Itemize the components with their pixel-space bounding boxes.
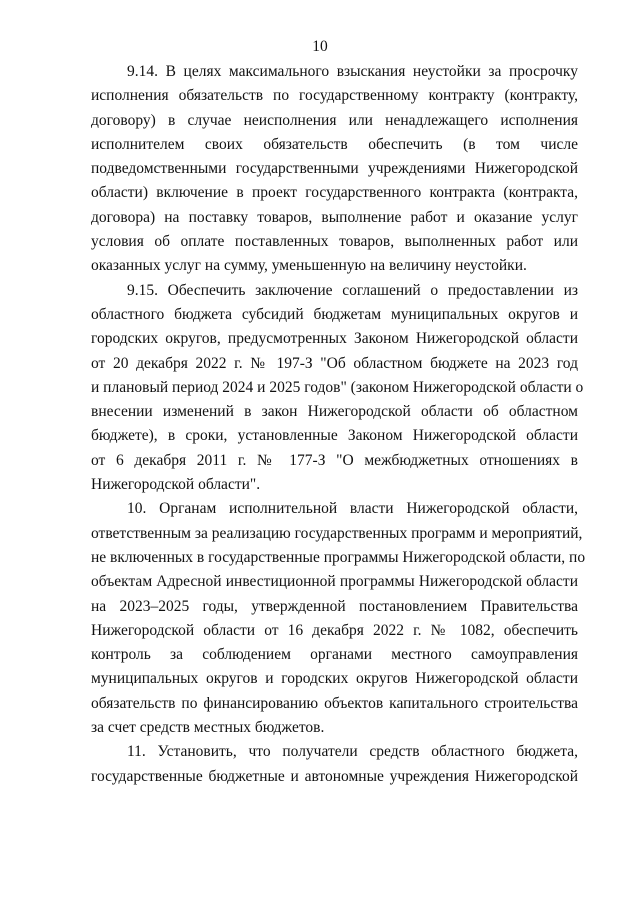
paragraph-11 xyxy=(91,740,578,789)
text-line: областного бюджета субсидий бюджетам муниципальных округов и xyxy=(91,305,578,323)
text-line: исполнителем своих обязательств обеспечить (в том числе xyxy=(91,135,578,153)
text-line: области) включение в проект государственного контракта (контракта, xyxy=(91,184,578,202)
text-line: 9.14. В целях максимального взыскания неустойки за просрочку xyxy=(127,63,578,80)
paragraph-10 xyxy=(91,497,586,740)
text-line: договору) в случае неисполнения или ненадлежащего исполнения xyxy=(91,111,578,129)
document-body xyxy=(91,60,586,789)
text-line: муниципальных округов и городских округов Нижегородской области xyxy=(91,670,578,688)
text-line: государственные бюджетные и автономные учреждения Нижегородской xyxy=(91,767,578,785)
text-line: исполнения обязательств по государственному контракту (контракту, xyxy=(91,87,578,105)
text-line: объектам Адресной инвестиционной программы Нижегородской области xyxy=(91,573,578,591)
text-line: от 6 декабря 2011 г. № 177-З "О межбюджетных отношениях в xyxy=(91,451,578,469)
text-line: обязательств по финансированию объектов капитального строительства xyxy=(91,694,578,712)
text-line: подведомственными государственными учреждениями Нижегородской xyxy=(91,160,578,178)
text-line: Нижегородской области". xyxy=(91,476,261,494)
text-line: 10. Органам исполнительной власти Нижегородской области, xyxy=(127,500,578,518)
paragraph-9-15 xyxy=(91,279,584,498)
text-line: за счет средств местных бюджетов. xyxy=(91,719,325,737)
text-line: 9.15. Обеспечить заключение соглашений о предоставлении из xyxy=(127,281,578,299)
text-line: городских округов, предусмотренных Законом Нижегородской области xyxy=(91,330,578,348)
text-line: и плановый период 2024 и 2025 годов" (законом Нижегородской области о xyxy=(91,378,584,396)
page-number: 10 xyxy=(312,38,328,55)
text-line: от 20 декабря 2022 г. № 197-З "Об областном бюджете на 2023 год xyxy=(91,354,578,372)
text-line: внесении изменений в закон Нижегородской области об областном xyxy=(91,403,578,421)
text-line: условия об оплате поставленных товаров, выполненных работ или xyxy=(91,233,578,251)
text-line: 11. Установить, что получатели средств областного бюджета, xyxy=(127,743,578,761)
text-line: ответственным за реализацию государственных программ и мероприятий, xyxy=(91,524,583,542)
text-line: на 2023–2025 годы, утвержденной постановлением Правительства xyxy=(91,597,578,615)
paragraph-9-14 xyxy=(91,60,578,279)
text-line: оказанных услуг на сумму, уменьшенную на величину неустойки. xyxy=(91,257,527,275)
text-line: бюджете), в сроки, установленные Законом Нижегородской области xyxy=(91,427,578,445)
text-line: контроль за соблюдением органами местного самоуправления xyxy=(91,646,578,664)
text-line: договора) на поставку товаров, выполнение работ и оказание услуг xyxy=(91,208,578,226)
text-line: Нижегородской области от 16 декабря 2022 г. № 1082, обеспечить xyxy=(91,621,578,639)
text-line: не включенных в государственные программы Нижегородской области, по xyxy=(91,548,586,566)
